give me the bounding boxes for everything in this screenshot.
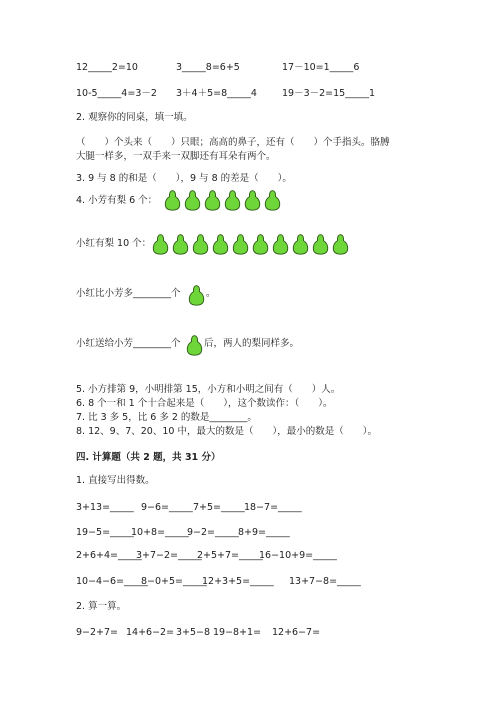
calc-item: 7+5=_____ xyxy=(193,502,245,513)
question-7: 7. 比 3 多 5，比 6 多 2 的数是________。 xyxy=(76,412,257,423)
calc-item: 9−2+7= xyxy=(76,627,119,638)
question-4: 4. 小芳有梨 6 个： xyxy=(76,195,158,206)
calc-item: 13+7−8=_____ xyxy=(289,576,361,587)
fill-blank-1: 12_____2=10 xyxy=(76,62,138,73)
pear-icon xyxy=(186,334,203,356)
pear-icon xyxy=(244,189,261,211)
fill-blank-4: 10-5_____4=3－2 xyxy=(76,88,157,99)
pear-icon xyxy=(264,189,281,211)
fill-blank-3: 17－10=1_____6 xyxy=(282,62,360,73)
calc-item: 3+5−8 xyxy=(176,627,211,638)
calc-item: 16−10+9=_____ xyxy=(259,550,337,561)
pear-icon xyxy=(172,233,189,255)
question-5: 5. 小方排第 9，小明排第 15，小方和小明之间有（ ）人。 xyxy=(76,384,341,395)
question-2-line-2: 大腿一样多，一双手来一双脚还有耳朵有两个。 xyxy=(76,151,276,162)
section-4-heading: 四. 计算题（共 2 题，共 31 分） xyxy=(76,452,221,463)
pear-icon xyxy=(292,233,309,255)
calc-item: 14+6−2= xyxy=(126,627,175,638)
pear-icon xyxy=(184,189,201,211)
calc-item: 8−0+5=_____ xyxy=(141,576,207,587)
calc-item: 18−7=_____ xyxy=(244,502,302,513)
question-6: 6. 8 个一和 1 个十合起来是（ ），这个数读作：（ ）。 xyxy=(76,398,333,409)
calc-item: 3+13=_____ xyxy=(76,502,134,513)
xiaohong-pears-label: 小红有梨 10 个： xyxy=(76,238,152,249)
calc-item: 2+6+4=_____ xyxy=(76,550,142,561)
calc-1-title: 1. 直接写出得数。 xyxy=(76,475,155,486)
pear-icon xyxy=(152,233,169,255)
more-than-end: 。 xyxy=(206,288,216,299)
xiaohong-pear-row xyxy=(152,233,349,255)
question-2: 2. 观察你的同桌，填一填。 xyxy=(76,112,193,123)
fill-blank-6: 19－3－2=15_____1 xyxy=(282,88,376,99)
question-2-line-1: （ ）个头来（ ）只眼；高高的鼻子，还有（ ）个手指头。胳膊 xyxy=(76,137,390,148)
calc-item: 3+7−2=_____ xyxy=(136,550,202,561)
question-8: 8. 12、9、7、20、10 中，最大的数是（ ），最小的数是（ ）。 xyxy=(76,426,377,437)
pear-icon xyxy=(192,233,209,255)
pear-icon xyxy=(212,233,229,255)
more-than-text: 小红比小芳多________个 xyxy=(76,288,181,299)
question-3: 3. 9 与 8 的和是（ ），9 与 8 的差是（ ）。 xyxy=(76,173,292,184)
calc-item: 9−6=_____ xyxy=(141,502,193,513)
fill-blank-5: 3＋4＋5=8_____4 xyxy=(176,88,257,99)
pear-icon xyxy=(252,233,269,255)
give-text-end: 后，两人的梨同样多。 xyxy=(204,338,300,349)
calc-item: 12+3+5=_____ xyxy=(202,576,274,587)
pear-icon xyxy=(232,233,249,255)
calc-item: 2+5+7=_____ xyxy=(197,550,263,561)
pear-icon xyxy=(204,189,221,211)
calc-2-title: 2. 算一算。 xyxy=(76,601,127,612)
pear-icon xyxy=(224,189,241,211)
calc-item: 19−5=_____ xyxy=(76,527,134,538)
xiaofang-pear-row xyxy=(164,189,281,211)
pear-icon xyxy=(164,189,181,211)
pear-icon xyxy=(332,233,349,255)
calc-item: 9−2=_____ xyxy=(187,527,239,538)
calc-item: 10+8=_____ xyxy=(131,527,189,538)
give-text: 小红送给小芳________个 xyxy=(76,338,181,349)
calc-item: 12+6−7= xyxy=(272,627,321,638)
pear-icon xyxy=(312,233,329,255)
calc-item: 10−4−6=_____ xyxy=(76,576,148,587)
pear-icon xyxy=(272,233,289,255)
pear-icon xyxy=(188,284,205,306)
calc-item: 8+9=_____ xyxy=(238,527,290,538)
fill-blank-2: 3_____8=6+5 xyxy=(176,62,240,73)
calc-item: 19−8+1= xyxy=(213,627,262,638)
